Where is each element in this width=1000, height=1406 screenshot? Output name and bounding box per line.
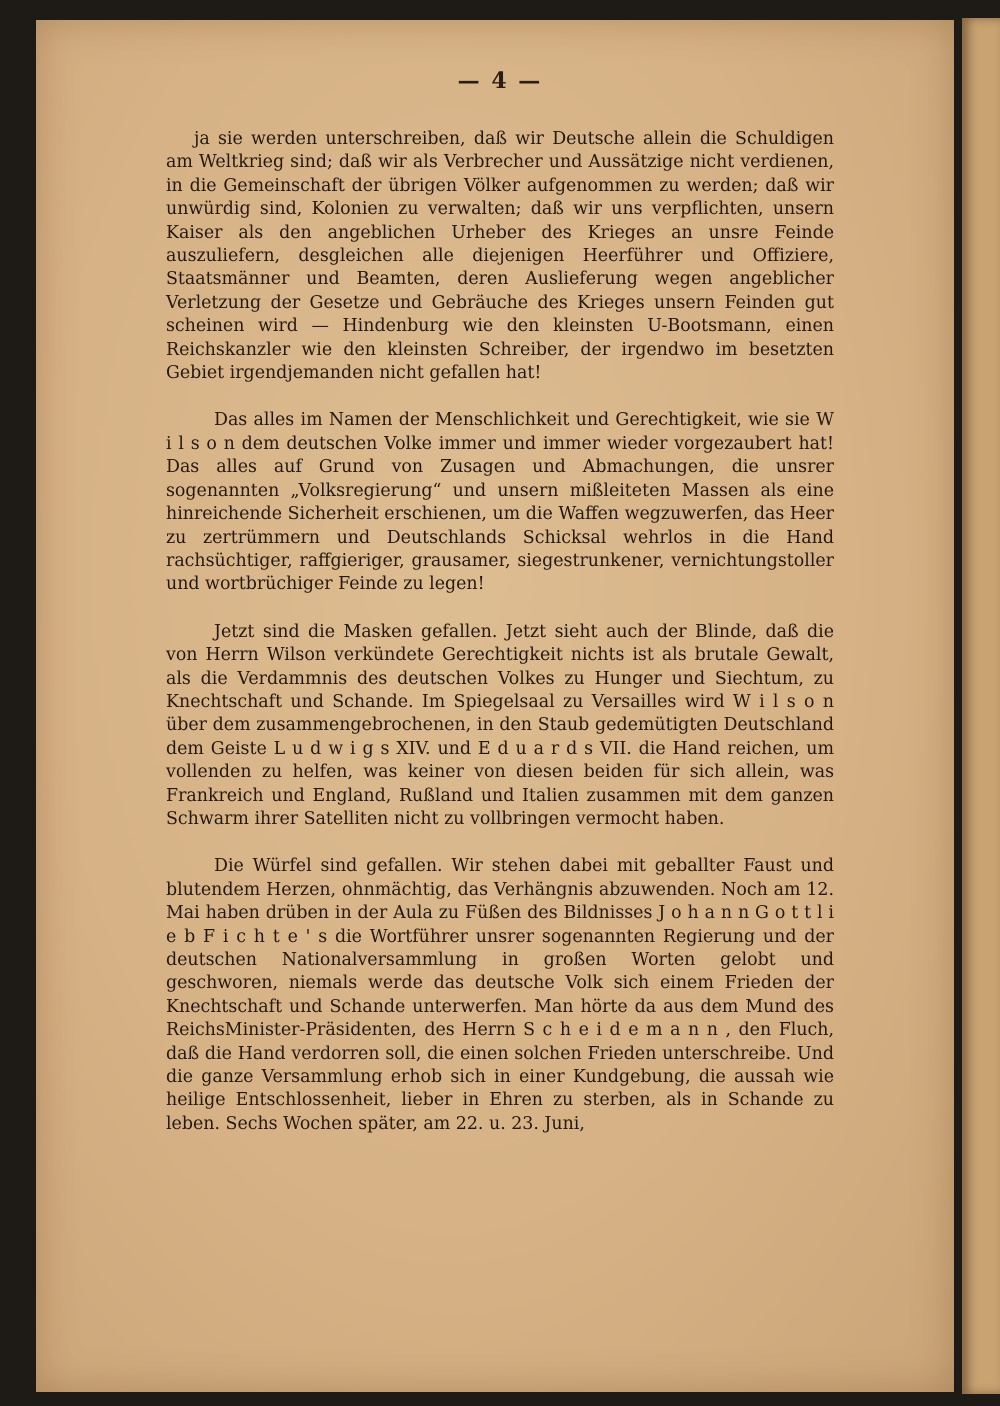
adjacent-page-edge: [962, 18, 1000, 1394]
body-text: [166, 128, 834, 1160]
page-number: — 4 —: [457, 68, 543, 94]
paragraph: Jetzt sind die Masken gefallen. Jetzt sieht auch der Blinde, daß die von Herrn Wilson verkündete Gerechtigkeit nichts ist als brutale Gewalt, als die Verdammnis des deutschen Volkes zu Hunger und Siechtum, zu Knechtschaft und Schande. Im Spiegelsaal zu Versailles wird W i l s o n über dem zusammengebrochenen, in den Staub gedemütigten Deutschland dem Geiste L u d w i g s XIV. und E d u a r d s VII. die Hand reichen, um vollenden zu helfen, was keiner von diesen beiden für sich allein, was Frankreich und England, Rußland und Italien zusammen mit dem ganzen Schwarm ihrer Satelliten nicht zu vollbringen vermocht haben.: [166, 621, 834, 829]
paragraph: Das alles im Namen der Menschlichkeit und Gerechtigkeit, wie sie W i l s o n dem deutschen Volke immer und immer wieder vorgezaubert hat! Das alles auf Grund von Zusagen und Abmachungen, die unsrer sogenannten „Volksregierung“ und unsern mißleiteten Massen als eine hinreichende Sicherheit erschienen, um die Waffen wegzuwerfen, das Heer zu zertrümmern und Deutschlands Schicksal wehrlos in die Hand rachsüchtiger, raffgieriger, grausamer, siegestrunkener, vernichtungstoller und wortbrüchiger Feinde zu legen!: [166, 410, 834, 595]
paragraph: ja sie werden unterschreiben, daß wir Deutsche allein die Schuldigen am Weltkrieg sind; daß wir als Verbrecher und Aussätzige nicht verdienen, in die Gemeinschaft der übrigen Völker aufgenommen zu werden; daß wir unwürdig sind, Kolonien zu verwalten; daß wir uns verpflichten, unsern Kaiser als den angeblichen Urheber des Krieges an unsre Feinde auszuliefern, desgleichen alle diejenigen Heerführer und Offiziere, Staatsmänner und Beamten, deren Auslieferung wegen angeblicher Verletzung der Gesetze und Gebräuche des Krieges unsern Feinden gut scheinen wird — Hindenburg wie den kleinsten U-Bootsmann, einen Reichskanzler wie den kleinsten Schreiber, der irgendwo im besetzten Gebiet irgendjemanden nicht gefallen hat!: [166, 129, 834, 384]
paragraph: Die Würfel sind gefallen. Wir stehen dabei mit geballter Faust und blutendem Herzen, ohnmächtig, das Verhängnis abzuwenden. Noch am 12. Mai haben drüben in der Aula zu Füßen des Bildnisses J o h a n n G o t t l i e b F i c h t e ' s die Wortführer unsrer sogenannten Regierung und der deutschen Nationalversammlung in großen Worten gelobt und geschworen, niemals werde das deutsche Volk sich einem Frieden der Knechtschaft und Schande unterwerfen. Man hörte da aus dem Mund des ReichsMinister-Präsidenten, des Herrn S c h e i d e m a n n , den Fluch, daß die Hand verdorren soll, die einen solchen Frieden unterschreibe. Und die ganze Versammlung erhob sich in einer Kundgebung, die aussah wie heilige Entschlossenheit, lieber in Ehren zu sterben, als in Schande zu leben. Sechs Wochen später, am 22. u. 23. Juni,: [166, 856, 834, 1134]
